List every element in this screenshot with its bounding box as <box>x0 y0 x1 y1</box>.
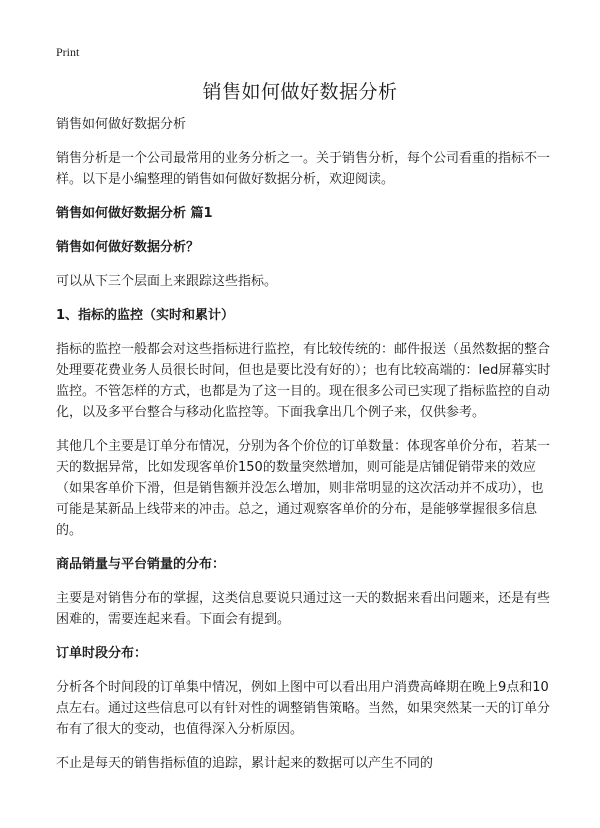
order-heading: 订单时段分布： <box>56 646 148 661</box>
point1-paragraph-2: 其他几个主要是订单分布情况，分别为各个价位的订单数量：体现客单价分布，若某一天的数据异常，比如发现客单价150的数量突然增加，则可能是店铺促销带来的效应（如果客单价下滑，但是销售额并没怎么增加，则非常明显的这次活动并不成功），也可能是某新品上线带来的冲击。总之，通过观察客单价的分布，是能够掌握很多信息的。 <box>56 439 551 538</box>
subtitle-text: 销售如何做好数据分析 <box>56 117 187 132</box>
section-heading: 销售如何做好数据分析 篇1 <box>56 206 213 221</box>
point1-heading: 1、指标的监控（实时和累计） <box>56 308 235 323</box>
page-title: 销售如何做好数据分析 <box>202 81 398 103</box>
intro-paragraph: 销售分析是一个公司最常用的业务分析之一。关于销售分析，每个公司看重的指标不一样。以下是小编整理的销售如何做好数据分析，欢迎阅读。 <box>56 151 551 187</box>
print-link[interactable]: Print <box>56 45 80 59</box>
tail-paragraph: 不止是每天的销售指标值的追踪，累计起来的数据可以产生不同的 <box>56 756 434 771</box>
product-heading: 商品销量与平台销量的分布： <box>56 557 226 572</box>
question-heading: 销售如何做好数据分析？ <box>56 240 200 255</box>
track-intro-paragraph: 可以从下三个层面上来跟踪这些指标。 <box>56 274 278 289</box>
order-paragraph: 分析各个时间段的订单集中情况，例如上图中可以看出用户消费高峰期在晚上9点和10点左右。通过这些信息可以有针对性的调整销售策略。当然，如果突然某一天的订单分布有了很大的变动，也值得深入分析原因。 <box>56 680 551 737</box>
document-content <box>56 114 556 774</box>
product-paragraph: 主要是对销售分布的掌握，这类信息要说只通过这一天的数据来看出问题来，还是有些困难的，需要连起来看。下面会有提到。 <box>56 591 551 627</box>
point1-paragraph-1: 指标的监控一般都会对这些指标进行监控，有比较传统的：邮件报送（虽然数据的整合处理要花费业务人员很长时间，但也是要比没有好的）；也有比较高端的：led屏幕实时监控。不管怎样的方式，也都是为了这一目的。现在很多公司已实现了指标监控的自动化，以及多平台整合与移动化监控等。下面我拿出几个例子来，仅供参考。 <box>56 342 551 420</box>
